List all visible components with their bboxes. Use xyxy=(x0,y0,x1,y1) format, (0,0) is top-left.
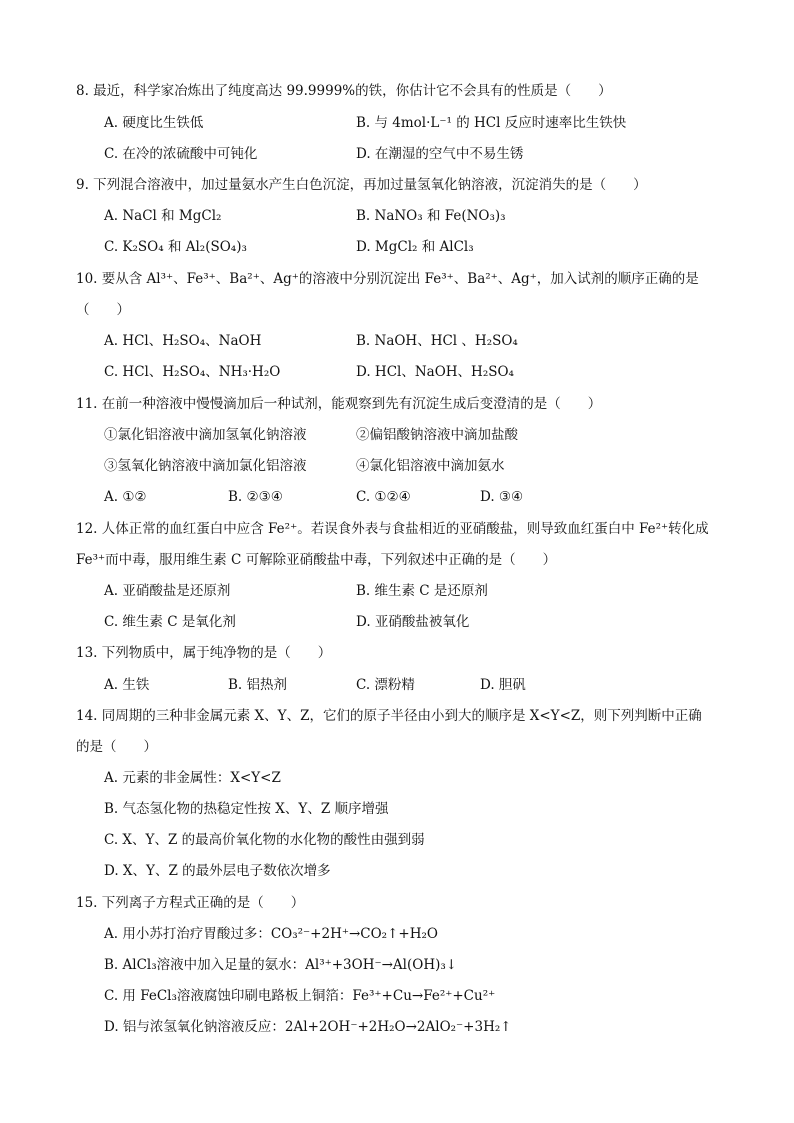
question-14-option-d: D. X、Y、Z 的最外层电子数依次增多 xyxy=(104,863,331,879)
question-12-stem-cont: Fe³⁺而中毒，服用维生素 C 可解除亚硝酸盐中毒，下列叙述中正确的是（ ） xyxy=(76,552,557,568)
question-14-stem-cont: 的是（ ） xyxy=(76,739,157,755)
question-10-stem-cont: （ ） xyxy=(76,302,130,318)
question-11-option-b: B. ②③④ xyxy=(228,489,283,505)
question-9-option-d: D. MgCl₂ 和 AlCl₃ xyxy=(356,239,474,255)
question-8-option-a: A. 硬度比生铁低 xyxy=(104,115,204,131)
question-8-option-b: B. 与 4mol·L⁻¹ 的 HCl 反应时速率比生铁快 xyxy=(356,115,627,131)
question-14-option-c: C. X、Y、Z 的最高价氧化物的水化物的酸性由强到弱 xyxy=(104,832,425,848)
question-11-item-4: ④氯化铝溶液中滴加氨水 xyxy=(356,458,505,474)
question-14-option-a: A. 元素的非金属性：X<Y<Z xyxy=(104,770,281,786)
question-11-item-2: ②偏铝酸钠溶液中滴加盐酸 xyxy=(356,427,518,443)
question-11-option-c: C. ①②④ xyxy=(356,489,411,505)
question-10-option-d: D. HCl、NaOH、H₂SO₄ xyxy=(356,364,514,380)
question-12-option-b: B. 维生素 C 是还原剂 xyxy=(356,583,488,599)
question-13-option-b: B. 铝热剂 xyxy=(228,677,288,693)
question-13-option-a: A. 生铁 xyxy=(104,677,150,693)
question-15-option-c: C. 用 FeCl₃溶液腐蚀印刷电路板上铜箔：Fe³⁺+Cu→Fe²⁺+Cu²⁺ xyxy=(104,988,496,1004)
question-10-option-a: A. HCl、H₂SO₄、NaOH xyxy=(104,333,262,349)
question-8-option-c: C. 在冷的浓硫酸中可钝化 xyxy=(104,146,258,162)
question-13-option-d: D. 胆矾 xyxy=(480,677,526,693)
question-9-option-c: C. K₂SO₄ 和 Al₂(SO₄)₃ xyxy=(104,239,247,255)
question-8-stem: 8. 最近，科学家冶炼出了纯度高达 99.9999%的铁，你估计它不会具有的性质是（ ） xyxy=(76,83,612,99)
question-14-option-b: B. 气态氢化物的热稳定性按 X、Y、Z 顺序增强 xyxy=(104,801,389,817)
question-10-option-b: B. NaOH、HCl 、H₂SO₄ xyxy=(356,333,518,349)
question-12-stem: 12. 人体正常的血红蛋白中应含 Fe²⁺。若误食外表与食盐相近的亚硝酸盐，则导致血红蛋白中 Fe²⁺转化成 xyxy=(76,521,709,537)
question-9-stem: 9. 下列混合溶液中，加过量氨水产生白色沉淀，再加过量氢氧化钠溶液，沉淀消失的是（ ） xyxy=(76,177,647,193)
question-10-stem: 10. 要从含 Al³⁺、Fe³⁺、Ba²⁺、Ag⁺的溶液中分别沉淀出 Fe³⁺、Ba²⁺、Ag⁺，加入试剂的顺序正确的是 xyxy=(76,271,699,287)
question-15-option-b: B. AlCl₃溶液中加入足量的氨水：Al³⁺+3OH⁻→Al(OH)₃↓ xyxy=(104,957,458,973)
question-13-option-c: C. 漂粉精 xyxy=(356,677,415,693)
question-11-option-d: D. ③④ xyxy=(480,489,524,505)
question-11-option-a: A. ①② xyxy=(104,489,147,505)
question-13-stem: 13. 下列物质中，属于纯净物的是（ ） xyxy=(76,645,332,661)
question-15-stem: 15. 下列离子方程式正确的是（ ） xyxy=(76,895,305,911)
question-9-option-b: B. NaNO₃ 和 Fe(NO₃)₃ xyxy=(356,208,506,224)
question-15-option-d: D. 铝与浓氢氧化钠溶液反应：2Al+2OH⁻+2H₂O→2AlO₂⁻+3H₂↑ xyxy=(104,1019,512,1035)
question-10-option-c: C. HCl、H₂SO₄、NH₃·H₂O xyxy=(104,364,281,380)
question-12-option-c: C. 维生素 C 是氧化剂 xyxy=(104,614,236,630)
question-9-option-a: A. NaCl 和 MgCl₂ xyxy=(104,208,222,224)
question-8-option-d: D. 在潮湿的空气中不易生锈 xyxy=(356,146,524,162)
question-11-item-1: ①氯化铝溶液中滴加氢氧化钠溶液 xyxy=(104,427,307,443)
question-12-option-d: D. 亚硝酸盐被氧化 xyxy=(356,614,470,630)
question-15-option-a: A. 用小苏打治疗胃酸过多：CO₃²⁻+2H⁺→CO₂↑+H₂O xyxy=(104,926,438,942)
question-11-item-3: ③氢氧化钠溶液中滴加氯化铝溶液 xyxy=(104,458,307,474)
question-12-option-a: A. 亚硝酸盐是还原剂 xyxy=(104,583,231,599)
question-14-stem: 14. 同周期的三种非金属元素 X、Y、Z，它们的原子半径由小到大的顺序是 X<Y<Z，则下列判断中正确 xyxy=(76,708,702,724)
question-11-stem: 11. 在前一种溶液中慢慢滴加后一种试剂，能观察到先有沉淀生成后变澄清的是（ ） xyxy=(76,396,602,412)
